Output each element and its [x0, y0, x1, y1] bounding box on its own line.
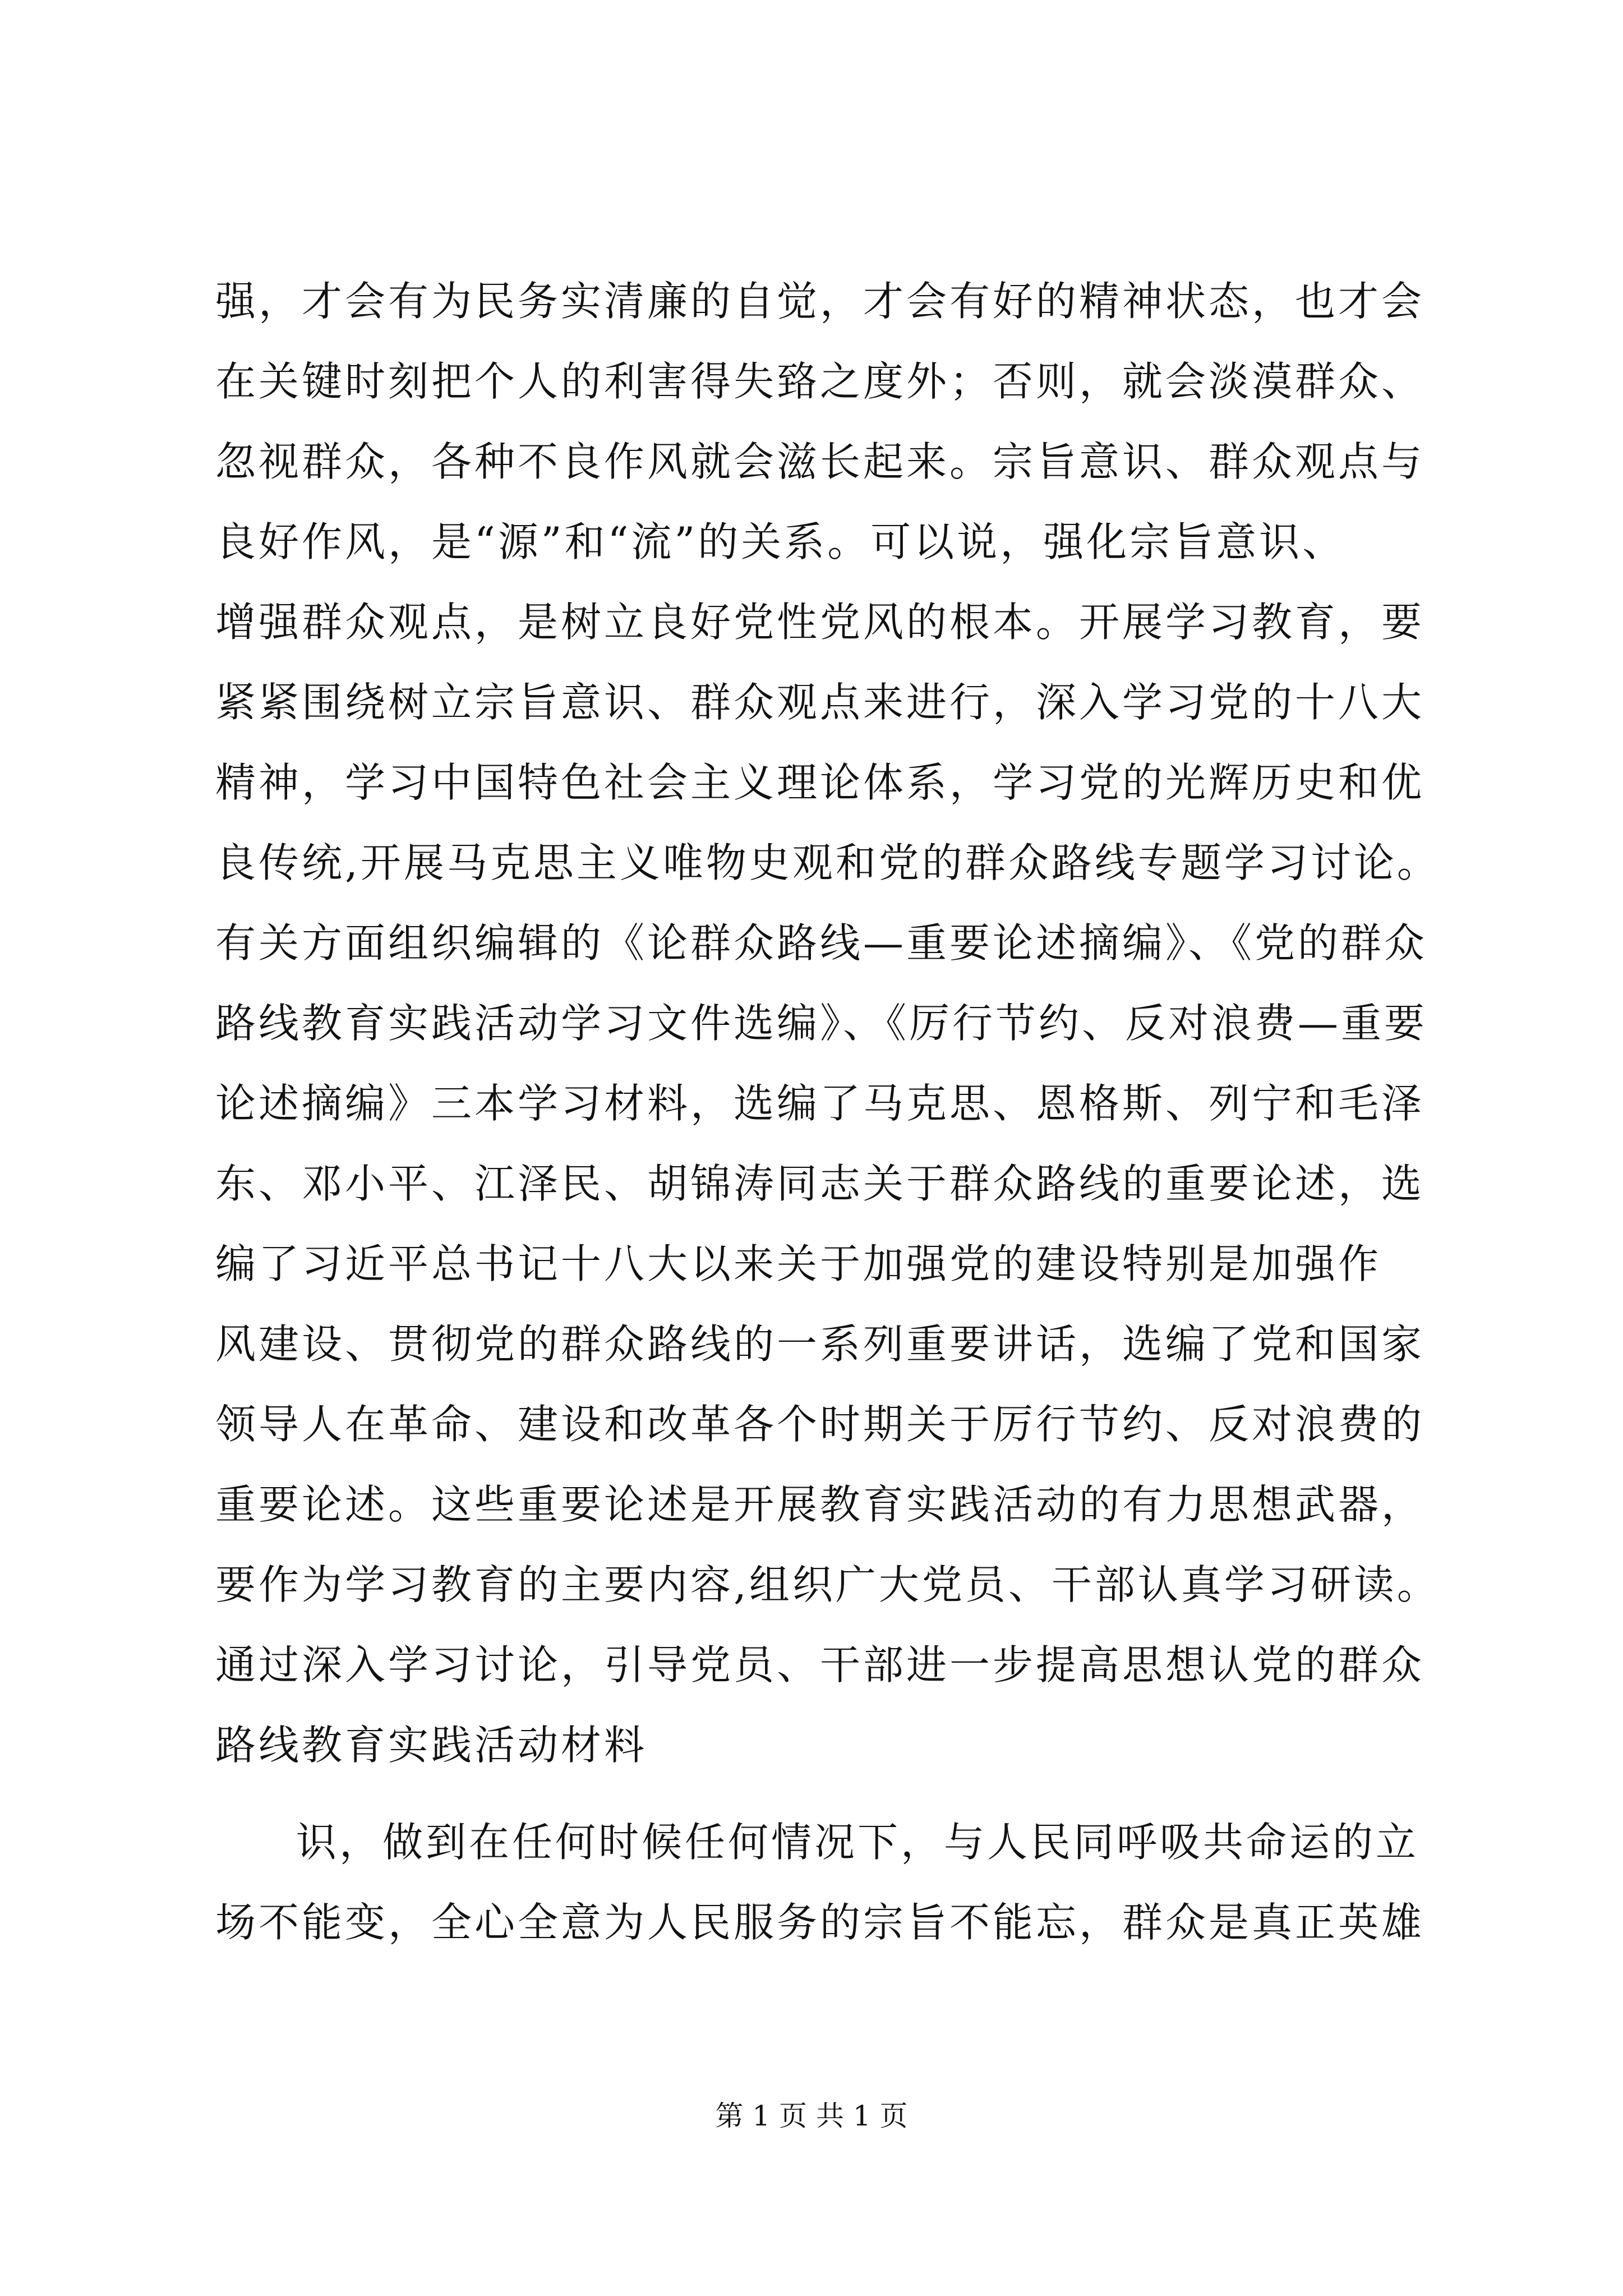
text-line-3: 忽视群众，各种不良作风就会滋长起来。宗旨意识、群众观点与: [215, 438, 1425, 485]
text-line-10: 路线教育实践活动学习文件选编》、《厉行节约、反对浪费—重要: [215, 1000, 1428, 1047]
paragraph-2-line-2: 场不能变，全心全意为人民服务的宗旨不能忘，群众是真正英雄: [215, 1899, 1425, 1946]
text-line-6: 紧紧围绕树立宗旨意识、群众观点来进行，深入学习党的十八大: [215, 679, 1425, 726]
text-line-7: 精神，学习中国特色社会主义理论体系，学习党的光辉历史和优: [215, 759, 1425, 806]
text-line-13: 编了习近平总书记十八大以来关于加强党的建设特别是加强作: [215, 1240, 1382, 1287]
page-footer: 第 1 页 共 1 页: [715, 2100, 908, 2132]
document-body: [215, 261, 1440, 1963]
text-line-18: 通过深入学习讨论，引导党员、干部进一步提高思想认党的群众: [215, 1641, 1425, 1688]
text-line-4: 良好作风，是“源”和“流”的关系。可以说，强化宗旨意识、: [215, 518, 1346, 565]
text-line-8: 良传统,开展马克思主义唯物史观和党的群众路线专题学习讨论。: [215, 839, 1440, 886]
text-line-2: 在关键时刻把个人的利害得失臵之度外；否则，就会淡漠群众、: [215, 358, 1425, 405]
text-line-15: 领导人在革命、建设和改革各个时期关于厉行节约、反对浪费的: [215, 1401, 1425, 1448]
text-line-17: 要作为学习教育的主要内容,组织广大党员、干部认真学习研读。: [215, 1561, 1440, 1608]
text-line-1: 强，才会有为民务实清廉的自觉，才会有好的精神状态，也才会: [215, 278, 1425, 325]
text-line-11: 论述摘编》三本学习材料，选编了马克思、恩格斯、列宁和毛泽: [215, 1080, 1425, 1127]
text-line-12: 东、邓小平、江泽民、胡锦涛同志关于群众路线的重要论述，选: [215, 1160, 1425, 1207]
text-line-19: 路线教育实践活动材料: [215, 1722, 648, 1769]
text-line-9: 有关方面组织编辑的《论群众路线—重要论述摘编》、《党的群众: [215, 919, 1428, 967]
text-line-14: 风建设、贯彻党的群众路线的一系列重要讲话，选编了党和国家: [215, 1320, 1425, 1368]
text-line-5: 增强群众观点，是树立良好党性党风的根本。开展学习教育，要: [215, 599, 1425, 646]
text-line-16: 重要论述。这些重要论述是开展教育实践活动的有力思想武器，: [215, 1481, 1425, 1528]
paragraph-2-line-1: 识，做到在任何时候任何情况下，与人民同呼吸共命运的立: [296, 1819, 1419, 1866]
